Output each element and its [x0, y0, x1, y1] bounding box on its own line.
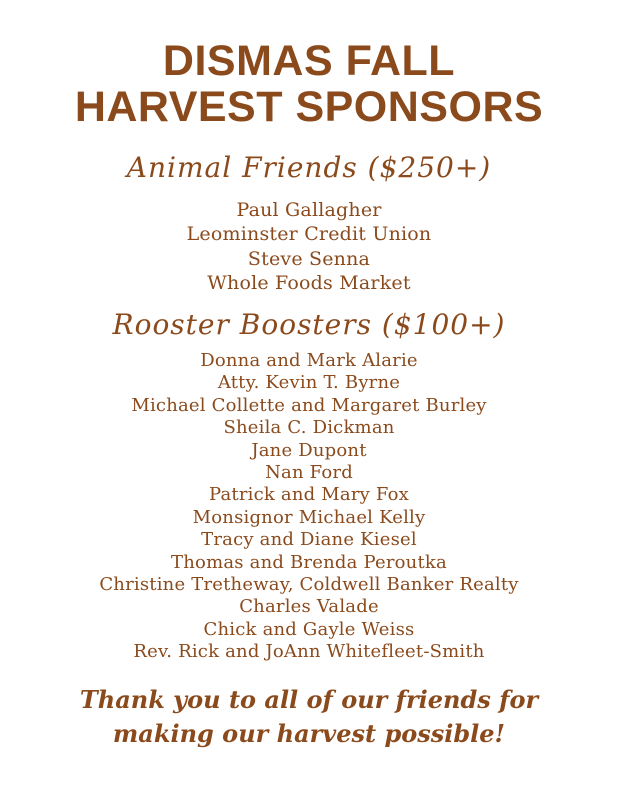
section-heading-animal-friends: Animal Friends ($250+)	[126, 151, 492, 184]
list-item: Atty. Kevin T. Byrne	[217, 372, 401, 394]
list-item: Leominster Credit Union	[186, 223, 432, 246]
page-title	[0, 38, 618, 130]
sponsor-list-rooster-boosters	[0, 350, 618, 664]
thank-you-line-2: making our harvest possible!	[112, 719, 506, 748]
section-heading-rooster-boosters: Rooster Boosters ($100+)	[112, 308, 506, 341]
list-item: Patrick and Mary Fox	[208, 484, 410, 506]
list-item: Whole Foods Market	[207, 271, 411, 294]
list-item: Rev. Rick and JoAnn Whitefleet-Smith	[133, 641, 485, 663]
list-item: Charles Valade	[239, 596, 379, 618]
sponsor-list-animal-friends	[0, 198, 618, 295]
list-item: Donna and Mark Alarie	[200, 350, 418, 371]
list-item: Steve Senna	[247, 247, 371, 270]
list-item: Jane Dupont	[251, 439, 367, 461]
title-line-2: HARVEST SPONSORS	[74, 83, 544, 131]
thank-you-line-1: Thank you to all of our friends for	[79, 685, 539, 714]
list-item: Nan Ford	[265, 462, 353, 484]
list-item: Sheila C. Dickman	[223, 417, 395, 439]
title-line-1: DISMAS FALL	[162, 37, 456, 85]
list-item: Paul Gallagher	[236, 199, 382, 221]
list-item: Monsignor Michael Kelly	[192, 506, 426, 528]
list-item: Christine Tretheway, Coldwell Banker Realty	[99, 574, 519, 596]
list-item: Thomas and Brenda Peroutka	[171, 551, 447, 573]
list-item: Michael Collette and Margaret Burley	[131, 394, 487, 416]
list-item: Tracy and Diane Kiesel	[201, 529, 417, 551]
list-item: Chick and Gayle Weiss	[203, 618, 415, 640]
thank-you-message	[0, 683, 618, 751]
